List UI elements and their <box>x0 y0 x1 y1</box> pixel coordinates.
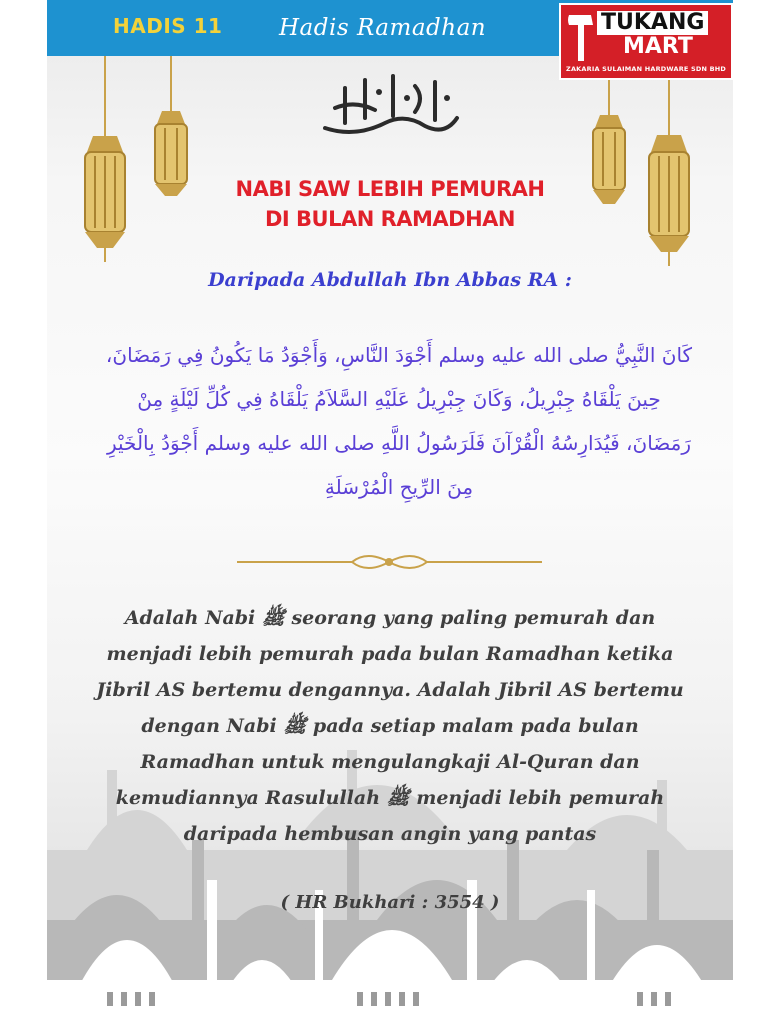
logo-word-mart: MART <box>623 34 693 59</box>
hadith-reference: ( HR Bukhari : 3554 ) <box>280 892 500 913</box>
hadis-number: HADIS 11 <box>113 14 223 38</box>
hammer-icon <box>567 11 595 61</box>
arabic-hadith-text: كَانَ النَّبِيُّ صلى الله عليه وسلم أَجْوَدَ النَّاسِ، وَأَجْوَدُ مَا يَكُونُ فِي رَمَضَانَ، حِينَ يَلْقَاهُ جِبْرِيلُ، وَكَانَ جِبْرِيلُ عَلَيْهِ السَّلاَمُ يَلْقَاهُ فِي كُلِّ لَيْلَةٍ مِنْ رَمَضَانَ، فَيُدَارِسُهُ الْقُرْآنَ فَلَرَسُولُ اللَّهِ صلى الله عليه وسلم أَجْوَدُ بِالْخَيْرِ مِنَ الرِّيحِ الْمُرْسَلَةِ <box>105 343 693 499</box>
page-title-line-1: NABI SAW LEBIH PEMURAH <box>235 177 545 201</box>
logo-subtitle: ZAKARIA SULAIMAN HARDWARE SDN BHD <box>566 65 726 73</box>
page-title-line-2: DI BULAN RAMADHAN <box>264 207 516 231</box>
lantern-icon <box>77 56 133 266</box>
poster-card <box>47 0 733 1024</box>
logo-background <box>561 5 731 78</box>
series-title: Hadis Ramadhan <box>279 15 487 41</box>
ornament-divider <box>237 548 542 576</box>
narrator-line: Daripada Abdullah Ibn Abbas RA : <box>208 269 572 291</box>
malay-translation: Adalah Nabi ﷺ seorang yang paling pemurah dan menjadi lebih pemurah pada bulan Ramadhan ketika Jibril AS bertemu dengannya. Adalah Jibril AS bertemu dengan Nabi ﷺ pada setiap malam pada bulan Ramadhan untuk mengulangkaji Al-Quran dan kemudiannya Rasulullah ﷺ menjadi lebih pemurah daripada hembusan angin yang pantas <box>96 607 684 845</box>
tukang-mart-logo <box>559 3 733 80</box>
ramadan-kareem-calligraphy <box>315 68 465 148</box>
logo-word-tukang: TUKANG <box>597 11 708 35</box>
